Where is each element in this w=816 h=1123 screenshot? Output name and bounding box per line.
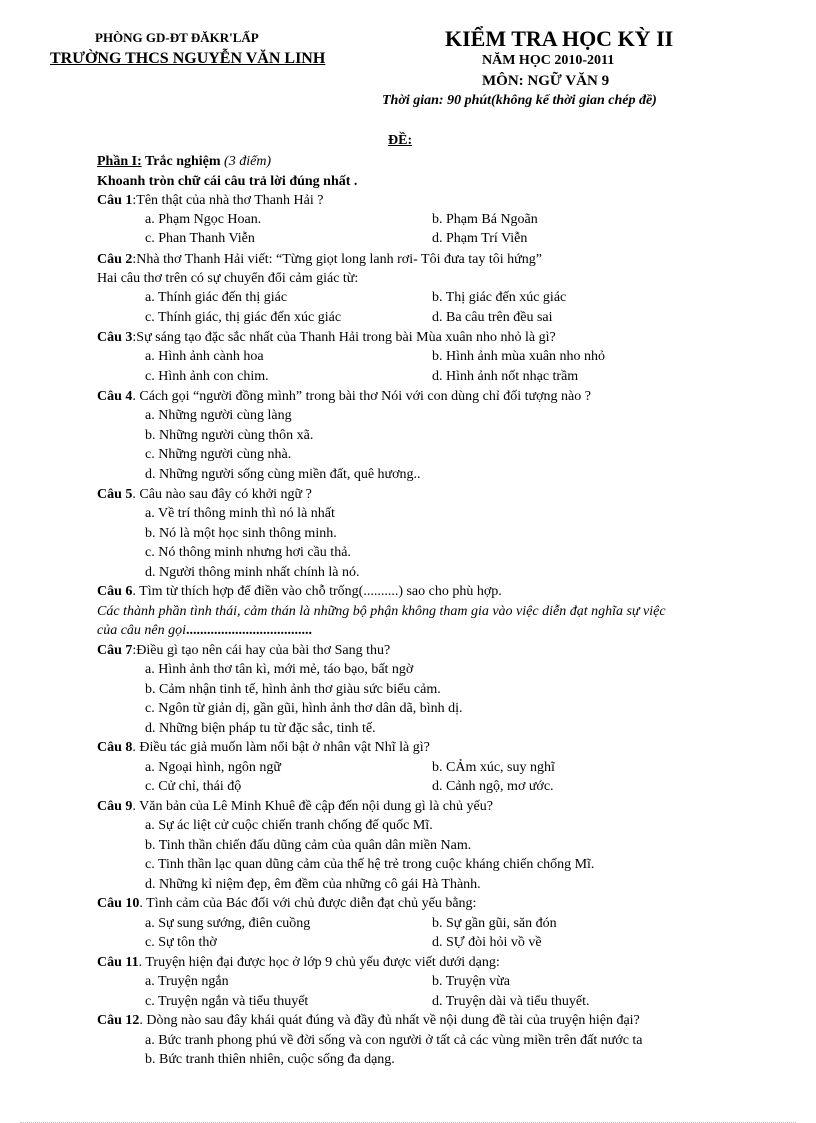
- q9-option-c[interactable]: c. Tinh thần lạc quan dũng cảm của thế hệ trẻ trong cuộc kháng chiến chống Mĩ.: [145, 857, 595, 872]
- part1-instruction: Khoanh tròn chữ cái câu trả lời đúng nhất .: [97, 174, 358, 189]
- question-12: Câu 12. Dòng nào sau đây khái quát đúng và đầy đủ nhất về nội dung đề tài của truyện hiện đại?: [97, 1013, 640, 1028]
- q1-option-c[interactable]: c. Phan Thanh Viễn: [145, 231, 255, 246]
- question-4: Câu 4. Cách gọi “người đồng mình” trong bài thơ Nói với con dùng chỉ đối tượng nào ?: [97, 389, 591, 404]
- q11-option-b[interactable]: b. Truyện vừa: [432, 974, 510, 989]
- q5-option-a[interactable]: a. Về trí thông minh thì nó là nhất: [145, 506, 335, 521]
- q10-option-d[interactable]: d. SỰ đòi hỏi vồ về: [432, 935, 542, 950]
- q8-option-c[interactable]: c. Cử chỉ, thái độ: [145, 779, 242, 794]
- q8-option-d[interactable]: d. Cảnh ngộ, mơ ước.: [432, 779, 554, 794]
- subject: MÔN: NGỮ VĂN 9: [482, 73, 610, 89]
- question-6: Câu 6. Tìm từ thích hợp để điền vào chỗ trống(..........) sao cho phù hợp.: [97, 584, 502, 599]
- q10-option-b[interactable]: b. Sự gần gũi, săn đón: [432, 916, 557, 931]
- q2-option-b[interactable]: b. Thị giác đến xúc giác: [432, 290, 567, 305]
- q7-option-c[interactable]: c. Ngôn từ giản dị, gần gũi, hình ảnh thơ dân dã, bình dị.: [145, 701, 463, 716]
- department-name: PHÒNG GD-ĐT ĐĂKR'LẤP: [95, 30, 259, 45]
- q11-option-d[interactable]: d. Truyện dài và tiểu thuyết.: [432, 994, 590, 1009]
- q11-option-a[interactable]: a. Truyện ngắn: [145, 974, 229, 989]
- question-6-statement: Các thành phần tình thái, cảm thán là những bộ phận không tham gia vào việc diễn đạt nghĩa sự việc: [97, 604, 666, 619]
- answer-blank[interactable]: ....................................: [186, 623, 313, 638]
- q1-option-b[interactable]: b. Phạm Bá Ngoãn: [432, 212, 538, 227]
- question-7: Câu 7:Điều gì tạo nên cái hay của bài thơ Sang thu?: [97, 643, 391, 658]
- question-10: Câu 10. Tình cảm của Bác đối với chủ được diễn đạt chủ yếu bằng:: [97, 896, 477, 911]
- q2-option-c[interactable]: c. Thính giác, thị giác đến xúc giác: [145, 310, 342, 325]
- q7-option-b[interactable]: b. Cảm nhận tinh tế, hình ảnh thơ giàu sức biểu cảm.: [145, 682, 441, 697]
- q11-option-c[interactable]: c. Truyện ngắn và tiểu thuyết: [145, 994, 309, 1009]
- question-8: Câu 8. Điều tác giả muốn làm nổi bật ở nhân vật Nhĩ là gì?: [97, 740, 430, 755]
- q12-option-b[interactable]: b. Bức tranh thiên nhiên, cuộc sống đa dạng.: [145, 1052, 395, 1067]
- q7-option-d[interactable]: d. Những biện pháp tu từ đặc sắc, tinh tế.: [145, 721, 376, 736]
- question-3: Câu 3:Sự sáng tạo đặc sắc nhất của Thanh Hải trong bài Mùa xuân nho nhỏ là gì?: [97, 330, 556, 345]
- exam-title: KIỂM TRA HỌC KỲ II: [445, 26, 674, 51]
- q8-option-b[interactable]: b. CẢm xúc, suy nghĩ: [432, 760, 555, 775]
- q3-option-a[interactable]: a. Hình ảnh cành hoa: [145, 349, 264, 364]
- q2-option-d[interactable]: d. Ba câu trên đều sai: [432, 310, 553, 325]
- q3-option-c[interactable]: c. Hình ảnh con chim.: [145, 369, 269, 384]
- q10-option-c[interactable]: c. Sự tôn thờ: [145, 935, 217, 950]
- q2-option-a[interactable]: a. Thính giác đến thị giác: [145, 290, 288, 305]
- question-2: Câu 2:Nhà thơ Thanh Hải viết: “Từng giọt long lanh rơi- Tôi đưa tay tôi hứng”: [97, 252, 542, 267]
- q8-option-a[interactable]: a. Ngoại hình, ngôn ngữ: [145, 760, 281, 775]
- q9-option-d[interactable]: d. Những kỉ niệm đẹp, êm đềm của những cô gái Hà Thành.: [145, 877, 481, 892]
- q9-option-a[interactable]: a. Sự ác liệt cử cuộc chiến tranh chống đế quốc Mĩ.: [145, 818, 433, 833]
- q3-option-d[interactable]: d. Hình ảnh nốt nhạc trầm: [432, 369, 579, 384]
- q10-option-a[interactable]: a. Sự sung sướng, điên cuồng: [145, 916, 311, 931]
- de-label: ĐỀ:: [388, 133, 413, 148]
- q4-option-b[interactable]: b. Những người cùng thôn xã.: [145, 428, 314, 443]
- q1-option-d[interactable]: d. Phạm Trí Viễn: [432, 231, 528, 246]
- question-11: Câu 11. Truyện hiện đại được học ở lớp 9 chủ yếu được viết dưới dạng:: [97, 955, 500, 970]
- question-9: Câu 9. Văn bản của Lê Minh Khuê đề cập đến nội dung gì là chủ yếu?: [97, 799, 493, 814]
- question-6-blank-line: của câu nên gọi....................................: [97, 623, 313, 638]
- q7-option-a[interactable]: a. Hình ảnh thơ tân kì, mới mẻ, táo bạo, bất ngờ: [145, 662, 414, 677]
- q5-option-d[interactable]: d. Người thông minh nhất chính là nó.: [145, 565, 360, 580]
- q5-option-c[interactable]: c. Nó thông minh nhưng hơi cầu thả.: [145, 545, 351, 560]
- q4-option-c[interactable]: c. Những người cùng nhà.: [145, 447, 292, 462]
- q9-option-b[interactable]: b. Tinh thần chiến đấu dũng cảm của quân dân miền Nam.: [145, 838, 472, 853]
- school-name: TRƯỜNG THCS NGUYỄN VĂN LINH: [50, 50, 326, 67]
- q3-option-b[interactable]: b. Hình ảnh mùa xuân nho nhỏ: [432, 349, 606, 364]
- question-1: Câu 1:Tên thật của nhà thơ Thanh Hải ?: [97, 193, 324, 208]
- part1-title: Phần I:: [97, 154, 142, 169]
- q4-option-d[interactable]: d. Những người sống cùng miền đất, quê hương..: [145, 467, 421, 482]
- question-5: Câu 5. Câu nào sau đây có khởi ngữ ?: [97, 487, 312, 502]
- q12-option-a[interactable]: a. Bức tranh phong phú về đời sống và con người ở tất cả các vùng miền trên đất nước ta: [145, 1033, 643, 1048]
- part1-heading: Phần I: Trắc nghiệm (3 điểm): [97, 154, 272, 169]
- question-2-line2: Hai câu thơ trên có sự chuyển đổi cảm giác từ:: [97, 271, 359, 286]
- school-year: NĂM HỌC 2010-2011: [482, 53, 615, 68]
- q1-option-a[interactable]: a. Phạm Ngọc Hoan.: [145, 212, 262, 227]
- exam-time: Thời gian: 90 phút(không kể thời gian chép đề): [382, 93, 657, 108]
- part1-points: (3 điểm): [224, 154, 272, 169]
- q4-option-a[interactable]: a. Những người cùng làng: [145, 408, 292, 423]
- q5-option-b[interactable]: b. Nó là một học sinh thông minh.: [145, 526, 337, 541]
